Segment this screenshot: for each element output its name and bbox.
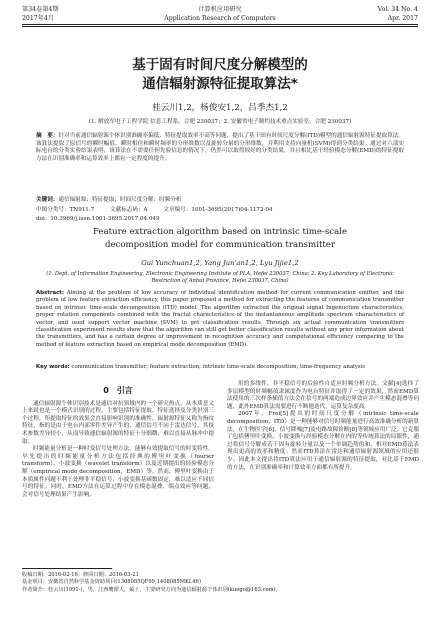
abstract-en-text: Aiming at the problem of low accuracy of individual identification method for current communication emitter, and the problem of low feature extraction efficiency, this paper proposed a method for extracting the features of communication transmitter based on intrinsic time-scale decomposition (ITD) model. The algorithm extracted the original signal Ingenuctum characteristics, proper rotation components combined with the fractal characteristics of the instantaneous amplitude spectrum characteristics of vector, and used support vector machine (SVM) to get classification results. Through six actual communication transmitters classification experiment results show that the algorithm can still get better classification results without any prior information about the transmitters, and has a certain degree of improvement in recognition accuracy and computational efficiency comparing to the method of feature extraction based on empirical mode decomposition (EMD). xyxy=(36,290,404,348)
section-heading-introduction: 0 引言 xyxy=(103,386,133,395)
journal-name-cn: 计算机应用研究 xyxy=(198,6,242,13)
abstract-en xyxy=(36,290,404,349)
doi: doi：10.3969/j.issn.1001-3695.2017.04.049 xyxy=(36,216,160,222)
page-header xyxy=(22,6,418,32)
author-bio: 作者简介：桂云川(1991-)，男，江西鹰潭人，硕士，主要研究方向为通信辐射源个体识别(kuogo@163.com)。 xyxy=(22,586,281,593)
header-right xyxy=(378,6,418,23)
paragraph: 用的多线性、非平稳信号的后验性自适应时频分析方法。文献[4]选择了多层模型的时频幅值隶属度作为电台特征并取得了一定的效果，然而EMD算法使用的三次样条插值方法会在信号的两端造成边界效应并产生模态混叠等问题，此外EMD算法需要进行不断地迭代，运算复杂度高。 xyxy=(227,381,419,410)
paragraph: 时频能量分析是一种时变信号处理方法，能够有效提取信号的时变特性。早先提出的时频能量分析方法包括经典的傅里叶变换（fourier transform）、小波变换（wavelet transform）以及近期提出的经验模态分解（empirical mode decomposition，EMD）等。然而，傅里叶变换由于本质属性问题不利于处理非平稳信号，小波变换基函数固定，难以适应不同信号的特征。同时，EMD方法在运算过程中存在模态混叠、端点效应等问题，会对信号处理结果产生影响。 xyxy=(22,446,214,498)
footnote xyxy=(22,572,418,594)
date-en: Apr. 2017 xyxy=(387,14,418,22)
keywords-cn-label: 关键词： xyxy=(36,197,59,203)
abstract-en-label: Abstract: xyxy=(36,290,65,296)
title-en-line2: decomposition model for communication transmitter xyxy=(104,239,336,250)
keywords-en-label: Key words: xyxy=(36,364,70,370)
classification-meta xyxy=(36,205,404,213)
title-en-line1: Feature extraction algorithm based on intrinsic time-scale xyxy=(92,227,348,237)
footnote-rule xyxy=(22,568,112,569)
body-column-right xyxy=(227,381,419,472)
document-code: 文献标志码：A xyxy=(109,207,148,213)
keywords-cn xyxy=(36,195,404,203)
fund-info: 基金项目：安徽省自然科学基金资助项目(1308085QF99,1408085MKL46) xyxy=(22,579,201,586)
header-rule-thin xyxy=(22,26,418,27)
abstract-cn-label: 摘 要： xyxy=(36,133,59,139)
clc-number: 中图分类号：TN911.7 xyxy=(36,207,95,213)
paragraph: 2007年，Frei[5]提出的时间尺度分解（intrinsic time-scale decomposition，ITD）是一种能够对信号时频能量进行高效准确分析的新算法，在生物医学[6]、信号降噪[7]及电路故障诊断[8]等领域应用广泛。它克服了包括傅里叶变换、小波变换与经验模态分解在内的等传统算法的局限性，通过将信号分解成若干固有旋转分量以及一个单调趋势的和，相对EMD算法表现出更高的效率和精度。然而ITD算法在雷达和通信辐射源领域的应用还很少。因此本文提出将ITD算法应用于通信辐射源的特征提取，对比基于EMD的方法，在识别准确率和计算效率方面都有所提升。 xyxy=(227,411,419,471)
authors-en: Gui Yunchuan1,2, Yang Jun'an1,2, Lyu Jijie1,2 xyxy=(141,259,299,267)
paragraph: 通信辐射源个体识别技术是通信对抗领域内的一个研究热点，从本质意义上来说也是一个模式识别的过程，主要包括特征提取、特征选择及分类识别三个过程，所提取特征的效果会直接影响识别的准确性。辐射源特征又称为指纹特征，指的是由于电台内部零件差异产生的、通信信号不同于雷达信号，其技术参数差异较小，从而导致通信辐射源的特征十分细微，难以直接从脉冲中提取。 xyxy=(22,400,214,445)
received-date: 收稿日期：2016-02-16；修回日期：2016-03-21 xyxy=(22,572,139,578)
article-number: 文章编号：1001-3695(2017)04-1172-04 xyxy=(163,207,273,213)
article-title-en xyxy=(40,226,400,251)
body-column-left xyxy=(22,381,214,499)
abstract-cn-text: 针对当前通信辐射源个体识别准确率偏低、特征提取效率不高等问题，提出了基于固有时间尺度分解(ITD)模型的通信辐射源特征提取算法。该算法提取了原信号的瞬时幅值、瞬时相位和瞬时频率的分形维数以及旋转分量的分形维数，并利用支持向量机(SVM)得到分类结果。通过对六部实际电台的分类实验结果表明，该算法在不需要任何先验信息的情况下，仍然可以取得较好的分类结果，并且相比基于经验模态分解(EMD)的特征提取方法在识别准确率和运算效率上都有一定程度的提升。 xyxy=(36,133,404,162)
volume-issue-en: Vol. 34 No. 4 xyxy=(377,6,418,13)
volume-issue-cn: 第34卷第4期 xyxy=(22,6,59,13)
journal-name-en: Application Research of Computers xyxy=(164,14,276,22)
article-title-cn xyxy=(30,56,410,94)
date-cn: 2017年4月 xyxy=(22,14,55,22)
keywords-en-text: communication transmitter; feature extraction; intrinsic time-scale decomposition; time-frequency analysis xyxy=(71,364,366,370)
title-cn-line1: 基于固有时间尺度分解模型的 xyxy=(132,57,308,73)
abstract-cn xyxy=(36,133,404,163)
header-rule-thick xyxy=(22,24,418,25)
header-center xyxy=(22,6,418,23)
title-cn-line2: 通信辐射源特征提取算法* xyxy=(142,76,298,92)
affiliation-en: (1. Dept. of Information Engineering, Electronic Engineering Institute of PLA, Hefei 230037, China; 2. Key Laboratory of Electronic Restriction of Anhui Province, Hefei 230037, China) xyxy=(46,271,394,284)
keywords-en xyxy=(36,364,404,371)
keywords-cn-text: 通信辐射源；特征提取；时间尺度分解；时频分析 xyxy=(58,197,182,203)
authors-cn: 桂云川1,2，杨俊安1,2，吕季杰1,2 xyxy=(152,103,288,113)
affiliation-cn: (1. 解放军电子工程学院 信息工程系，合肥 230037；2. 安徽省电子制约技术重点实验室，合肥 230037) xyxy=(88,119,352,125)
